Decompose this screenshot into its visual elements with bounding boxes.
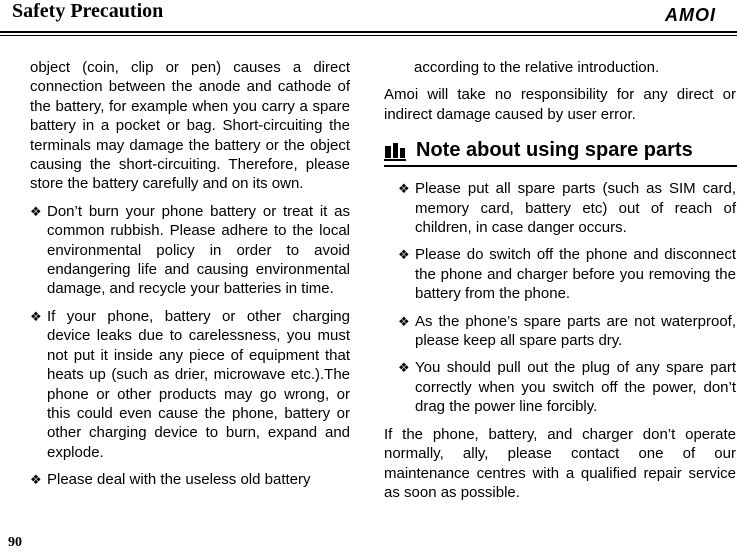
list-item bbox=[30, 202, 350, 299]
list-item-text: As the phone’s spare parts are not waterproof, please keep all spare parts dry. bbox=[415, 312, 736, 350]
continued-paragraph: according to the relative introduction. bbox=[414, 59, 660, 76]
list-item bbox=[398, 358, 736, 416]
list-item-text: If your phone, battery or other charging device leaks due to carelessness, you must not put it inside any piece of equipment that heats up (such as drier, microwave etc.).The phone or other products may go wrong, or this could even cause the phone, battery or other charging device to burn, expand and explode. bbox=[47, 307, 350, 461]
responsibility-paragraph: Amoi will take no responsibility for any direct or indirect damage caused by user error. bbox=[384, 86, 736, 123]
list-item bbox=[398, 179, 736, 237]
diamond-bullet-icon: ❖ bbox=[30, 308, 42, 324]
list-item bbox=[30, 307, 350, 462]
diamond-bullet-icon: ❖ bbox=[30, 203, 42, 219]
closing-paragraph: If the phone, battery, and charger don’t operate normally, ally, please contact one of our maintenance centres with a qualified repair service as soon as possible. bbox=[384, 425, 736, 501]
list-item bbox=[30, 470, 350, 489]
diamond-bullet-icon: ❖ bbox=[398, 181, 410, 197]
note-icon bbox=[384, 142, 406, 162]
continued-paragraph: object (coin, clip or pen) causes a direct connection between the anode and cathode of the battery, for example when you carry a spare battery in a pocket or bag. Short-circuiting the terminals may damage the battery or the object causing the short-circuiting. Therefore, please store the battery carefully and on its own. bbox=[30, 59, 350, 193]
section-heading-text: Note about using spare parts bbox=[416, 139, 693, 162]
list-item-text: Please put all spare parts (such as SIM card, memory card, battery etc) out of reach of children, in case danger occurs. bbox=[415, 180, 736, 237]
page-title: Safety Precaution bbox=[12, 0, 164, 22]
page-number: 90 bbox=[8, 535, 22, 550]
logo-text: AMOI bbox=[665, 5, 716, 24]
header-rule-thin bbox=[0, 35, 737, 36]
list-item bbox=[398, 245, 736, 303]
left-column bbox=[30, 58, 350, 490]
list-item-text: Please deal with the useless old battery bbox=[47, 471, 311, 489]
diamond-bullet-icon: ❖ bbox=[398, 313, 410, 329]
diamond-bullet-icon: ❖ bbox=[398, 360, 410, 376]
amoi-logo bbox=[664, 4, 734, 24]
list-item-text: Don’t burn your phone battery or treat it as common rubbish. Please adhere to the local environmental policy in order to avoid endangering life and causing environmental damage, and recycle your batteries in time. bbox=[47, 202, 350, 298]
diamond-bullet-icon: ❖ bbox=[398, 247, 410, 263]
list-item-text: You should pull out the plug of any spare part correctly when you switch off the power, don’t drag the power line forcibly. bbox=[415, 359, 736, 416]
list-item bbox=[398, 312, 736, 351]
diamond-bullet-icon: ❖ bbox=[30, 472, 42, 488]
header-rule bbox=[0, 31, 737, 33]
list-item-text: Please do switch off the phone and disconnect the phone and charger before you removing the battery from the phone. bbox=[415, 246, 736, 303]
section-heading bbox=[384, 138, 737, 167]
right-column bbox=[384, 58, 736, 502]
